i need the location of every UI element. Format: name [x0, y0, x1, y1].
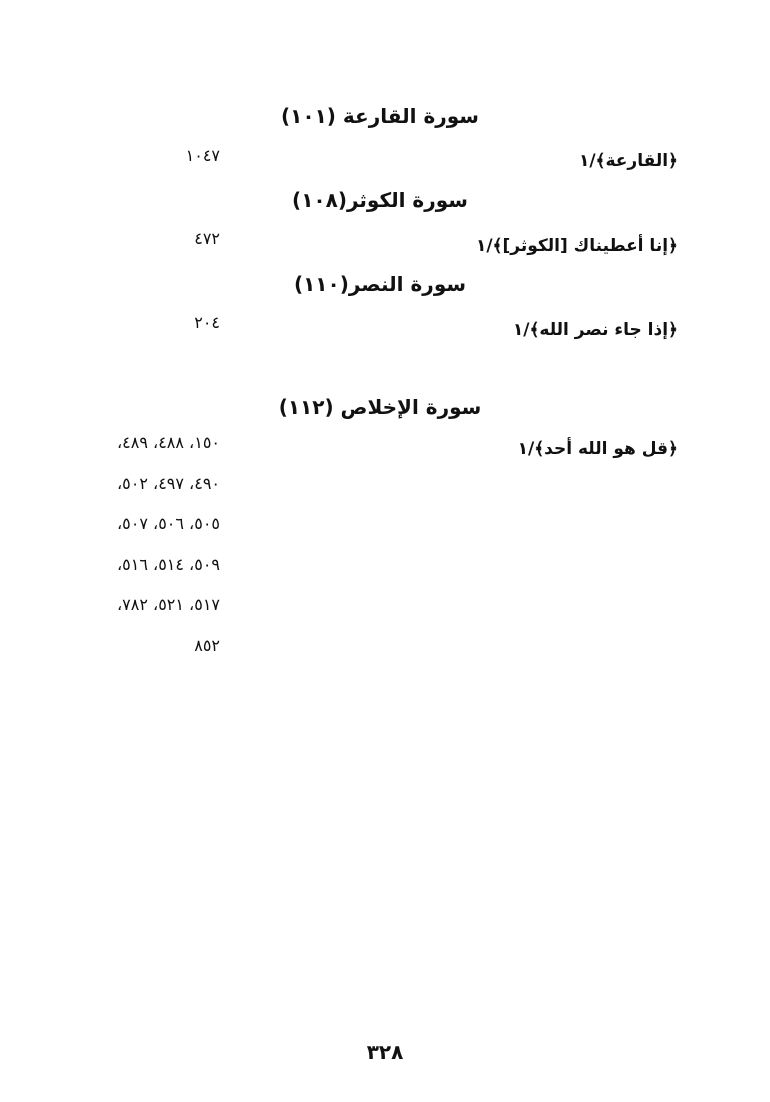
page-refs-line: ٥٠٩، ٥١٤، ٥١٦،: [116, 554, 220, 574]
page-refs-line: ٥٠٥، ٥٠٦، ٥٠٧،: [116, 514, 220, 533]
surah-heading-ikhlas: سورة الإخلاص (١١٢): [278, 395, 482, 419]
page-refs-line: ٨٥٢: [194, 635, 220, 655]
page-number: ٣٢٨: [366, 1040, 404, 1064]
page-refs-ikhlas: [60, 430, 220, 673]
verse-entry-kawthar: ﴿إنا أعطيناك [الكوثر]﴾/١: [475, 236, 678, 256]
surah-heading-qariah: سورة القارعة (١٠١): [281, 104, 479, 128]
page-refs-kawthar: ٤٧٢: [194, 229, 220, 248]
page-refs-qariah: ١٠٤٧: [185, 146, 220, 165]
verse-entry-nasr: ﴿إذا جاء نصر الله﴾/١: [512, 320, 678, 340]
verse-entry-qariah: ﴿القارعة﴾/١: [578, 151, 678, 171]
page-refs-line: ٤٩٠، ٤٩٧، ٥٠٢،: [116, 473, 220, 493]
surah-heading-nasr: سورة النصر(١١٠): [293, 272, 467, 296]
page-refs-line: ١٥٠، ٤٨٨، ٤٨٩،: [116, 433, 220, 452]
page-refs-nasr: ٢٠٤: [194, 313, 220, 332]
page-refs-line: ٥١٧، ٥٢١، ٧٨٢،: [116, 595, 220, 614]
surah-heading-kawthar: سورة الكوثر(١٠٨): [292, 188, 468, 212]
verse-entry-ikhlas: ﴿قل هو الله أحد﴾/١: [517, 439, 678, 459]
